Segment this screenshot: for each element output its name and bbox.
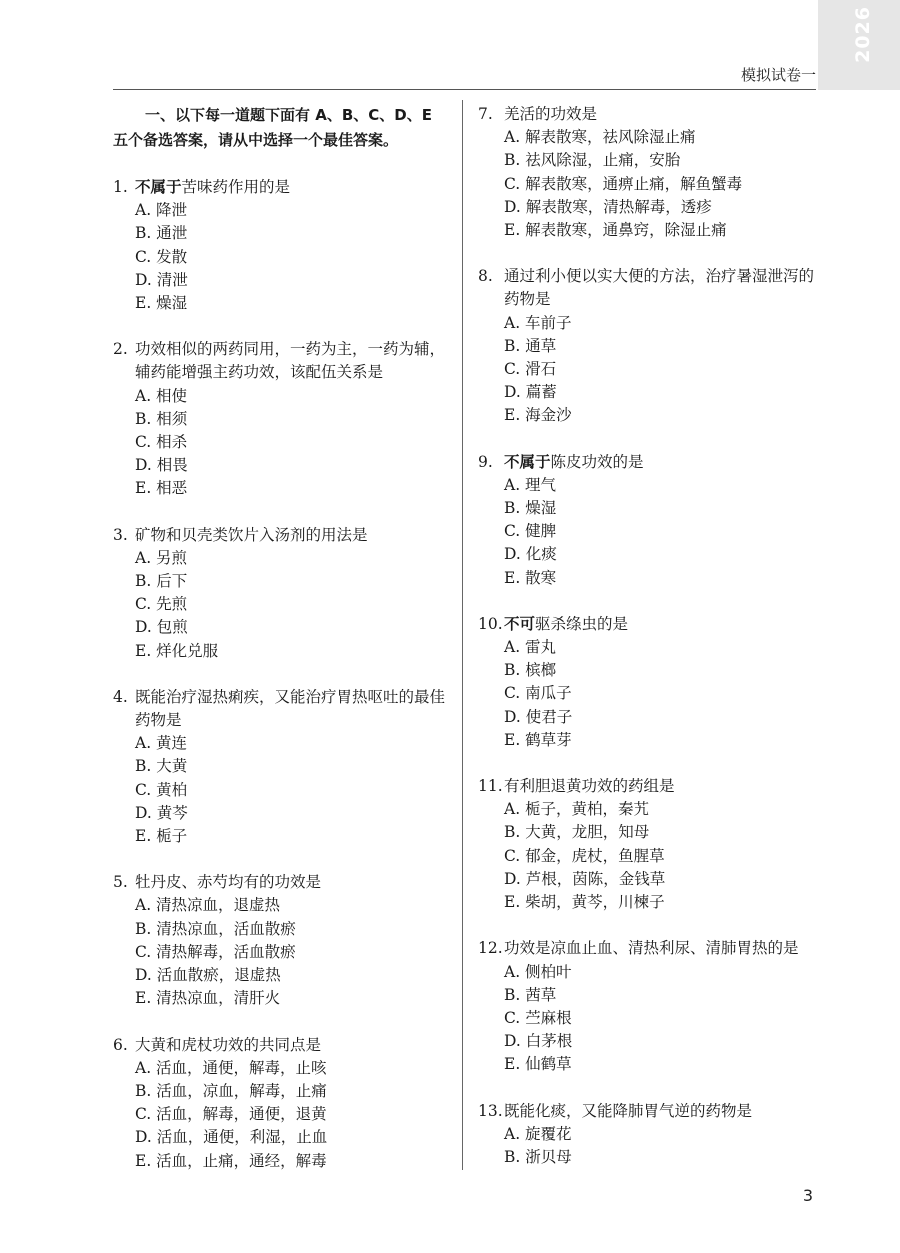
left-column bbox=[113, 103, 446, 1196]
answer-option: C. 苎麻根 bbox=[504, 1008, 572, 1027]
answer-option: B. 清热凉血，活血散瘀 bbox=[135, 919, 296, 938]
question-emphasis: 不属于 bbox=[504, 452, 551, 471]
question-number: 8. bbox=[478, 267, 493, 286]
answer-option: B. 通泄 bbox=[135, 224, 188, 243]
answer-option: A. 降泄 bbox=[135, 201, 188, 220]
answer-option: E. 解表散寒，通鼻窍，除湿止痛 bbox=[504, 221, 727, 240]
answer-option: A. 活血，通便，解毒，止咳 bbox=[135, 1058, 327, 1077]
answer-option: C. 健脾 bbox=[504, 522, 557, 541]
question-number: 7. bbox=[478, 105, 493, 123]
question-stem bbox=[113, 871, 446, 894]
question-10 bbox=[478, 613, 818, 752]
running-header-title: 模拟试卷一 bbox=[740, 66, 816, 84]
answer-option: A. 车前子 bbox=[504, 313, 572, 332]
answer-option: C. 发散 bbox=[135, 247, 188, 266]
answer-option: C. 黄柏 bbox=[135, 780, 188, 799]
question-13 bbox=[478, 1100, 818, 1170]
question-stem bbox=[478, 451, 818, 474]
question-text: 功效相似的两药同用，一药为主，一药为辅，辅药能增强主药功效，该配伍关系是 bbox=[135, 340, 446, 382]
answer-option: A. 黄连 bbox=[135, 734, 188, 753]
question-text-wrap bbox=[504, 103, 597, 126]
answer-option: C. 清热解毒，活血散瘀 bbox=[135, 942, 296, 961]
question-stem bbox=[113, 338, 446, 384]
question-stem bbox=[478, 103, 818, 126]
year-mark: 2026 bbox=[852, 6, 874, 63]
answer-option: E. 相恶 bbox=[135, 479, 188, 498]
question-list-right bbox=[478, 103, 818, 1169]
question-stem bbox=[478, 1100, 818, 1123]
question-text-wrap bbox=[135, 1034, 321, 1057]
question-text: 羌活的功效是 bbox=[504, 105, 598, 123]
question-list-left bbox=[113, 176, 446, 1173]
section-instructions: 一、以下每一道题下面有 A、B、C、D、E 五个备选答案，请从中选择一个最佳答案。 bbox=[113, 106, 432, 149]
answer-option: C. 南瓜子 bbox=[504, 684, 572, 703]
answer-option: A. 解表散寒，祛风除湿止痛 bbox=[504, 128, 696, 147]
answer-option: E. 柴胡，黄芩，川楝子 bbox=[504, 893, 665, 912]
question-number: 3. bbox=[113, 525, 128, 544]
answer-option: A. 相使 bbox=[135, 386, 188, 405]
answer-option: B. 活血，凉血，解毒，止痛 bbox=[135, 1081, 327, 1100]
answer-option: C. 相杀 bbox=[135, 433, 188, 452]
question-stem bbox=[478, 775, 818, 798]
answer-option: E. 鹤草芽 bbox=[504, 730, 572, 749]
answer-option: E. 清热凉血，清肝火 bbox=[135, 989, 281, 1008]
answer-option: D. 萹蓄 bbox=[504, 383, 557, 402]
answer-option: B. 通草 bbox=[504, 336, 557, 355]
question-stem bbox=[113, 1034, 446, 1057]
answer-option: C. 先煎 bbox=[135, 595, 188, 614]
question-text-wrap bbox=[504, 1100, 752, 1123]
answer-option: E. 燥湿 bbox=[135, 294, 188, 313]
question-text-wrap bbox=[504, 613, 628, 636]
column-divider bbox=[462, 100, 463, 1170]
question-text-wrap bbox=[504, 775, 675, 798]
question-12 bbox=[478, 937, 818, 1076]
question-text: 有利胆退黄功效的药组是 bbox=[504, 777, 675, 796]
answer-option: D. 使君子 bbox=[504, 707, 573, 726]
question-text-wrap bbox=[504, 937, 799, 960]
question-emphasis: 不属于 bbox=[135, 178, 182, 196]
answer-option: D. 活血散瘀，退虚热 bbox=[135, 966, 281, 985]
question-6 bbox=[113, 1034, 446, 1173]
question-4 bbox=[113, 686, 446, 848]
answer-option: B. 相须 bbox=[135, 409, 188, 428]
question-11 bbox=[478, 775, 818, 914]
question-stem bbox=[113, 176, 446, 199]
answer-option: D. 活血，通便，利湿，止血 bbox=[135, 1128, 328, 1147]
question-text-wrap bbox=[135, 871, 321, 894]
question-text-wrap bbox=[135, 176, 290, 199]
answer-option: A. 栀子，黄柏，秦艽 bbox=[504, 800, 650, 819]
question-stem bbox=[478, 937, 818, 960]
answer-option: B. 槟榔 bbox=[504, 661, 557, 680]
question-number: 10. bbox=[478, 614, 503, 633]
answer-option: B. 茜草 bbox=[504, 985, 557, 1004]
answer-option: B. 大黄 bbox=[135, 757, 188, 776]
question-7 bbox=[478, 103, 818, 242]
page-number: 3 bbox=[802, 1186, 813, 1205]
question-5 bbox=[113, 871, 446, 1010]
answer-option: D. 化痰 bbox=[504, 545, 557, 564]
question-2 bbox=[113, 338, 446, 500]
question-stem bbox=[478, 265, 818, 311]
question-stem bbox=[113, 524, 446, 547]
answer-option: A. 旋覆花 bbox=[504, 1124, 572, 1143]
answer-option: C. 郁金，虎杖，鱼腥草 bbox=[504, 846, 665, 865]
question-text: 通过利小便以实大便的方法，治疗暑湿泄泻的药物是 bbox=[504, 267, 815, 309]
question-emphasis: 不可 bbox=[504, 614, 536, 633]
answer-option: D. 清泄 bbox=[135, 270, 188, 289]
question-text-wrap bbox=[135, 524, 368, 547]
answer-option: D. 包煎 bbox=[135, 618, 188, 637]
question-9 bbox=[478, 451, 818, 590]
question-text-wrap bbox=[135, 686, 446, 732]
question-stem bbox=[478, 613, 818, 636]
answer-option: D. 白茅根 bbox=[504, 1032, 573, 1051]
answer-option: B. 燥湿 bbox=[504, 499, 557, 518]
question-text: 牡丹皮、赤芍均有的功效是 bbox=[135, 873, 322, 892]
question-text: 苦味药作用的是 bbox=[181, 178, 291, 196]
answer-option: C. 滑石 bbox=[504, 360, 557, 379]
answer-option: A. 侧柏叶 bbox=[504, 962, 572, 981]
answer-option: C. 活血，解毒，通便，退黄 bbox=[135, 1105, 327, 1124]
answer-option: D. 相畏 bbox=[135, 456, 188, 475]
answer-option: E. 仙鹤草 bbox=[504, 1055, 572, 1074]
answer-option: D. 黄芩 bbox=[135, 803, 188, 822]
question-text-wrap bbox=[504, 451, 644, 474]
question-number: 9. bbox=[478, 452, 493, 471]
question-number: 5. bbox=[113, 873, 128, 892]
question-text: 驱杀绦虫的是 bbox=[535, 614, 629, 633]
answer-option: E. 栀子 bbox=[135, 827, 188, 846]
question-text: 大黄和虎杖功效的共同点是 bbox=[135, 1035, 322, 1054]
question-number: 4. bbox=[113, 687, 128, 706]
question-8 bbox=[478, 265, 818, 427]
question-text-wrap bbox=[504, 265, 818, 311]
answer-option: B. 浙贝母 bbox=[504, 1147, 572, 1166]
answer-option: E. 海金沙 bbox=[504, 406, 572, 425]
answer-option: E. 活血，止痛，通经，解毒 bbox=[135, 1151, 327, 1170]
answer-option: E. 散寒 bbox=[504, 568, 557, 587]
question-text-wrap bbox=[135, 338, 446, 384]
question-text: 既能治疗湿热痢疾，又能治疗胃热呕吐的最佳药物是 bbox=[135, 687, 446, 730]
question-text: 矿物和贝壳类饮片入汤剂的用法是 bbox=[135, 525, 368, 544]
question-number: 12. bbox=[478, 939, 503, 958]
question-text: 既能化痰，又能降肺胃气逆的药物是 bbox=[504, 1101, 753, 1120]
header-rule bbox=[113, 89, 816, 90]
question-number: 6. bbox=[113, 1035, 128, 1054]
answer-option: E. 烊化兑服 bbox=[135, 641, 219, 660]
answer-option: A. 另煎 bbox=[135, 548, 188, 567]
corner-tab bbox=[818, 0, 900, 90]
question-text: 陈皮功效的是 bbox=[550, 452, 644, 471]
question-text: 功效是凉血止血、清热利尿、清肺胃热的是 bbox=[504, 939, 799, 958]
answer-option: A. 雷丸 bbox=[504, 638, 557, 657]
answer-option: B. 后下 bbox=[135, 572, 188, 591]
answer-option: B. 大黄，龙胆，知母 bbox=[504, 823, 650, 842]
question-stem bbox=[113, 686, 446, 732]
answer-option: D. 芦根，茵陈，金钱草 bbox=[504, 869, 666, 888]
right-column bbox=[478, 103, 818, 1192]
question-number: 1. bbox=[113, 178, 128, 196]
answer-option: B. 祛风除湿，止痛，安胎 bbox=[504, 151, 681, 170]
question-number: 13. bbox=[478, 1101, 503, 1120]
question-number: 11. bbox=[478, 777, 503, 796]
question-number: 2. bbox=[113, 340, 128, 359]
answer-option: D. 解表散寒，清热解毒，透疹 bbox=[504, 197, 712, 216]
question-1 bbox=[113, 176, 446, 315]
answer-option: A. 理气 bbox=[504, 475, 557, 494]
answer-option: A. 清热凉血，退虚热 bbox=[135, 896, 281, 915]
question-3 bbox=[113, 524, 446, 663]
answer-option: C. 解表散寒，通痹止痛，解鱼蟹毒 bbox=[504, 174, 743, 193]
